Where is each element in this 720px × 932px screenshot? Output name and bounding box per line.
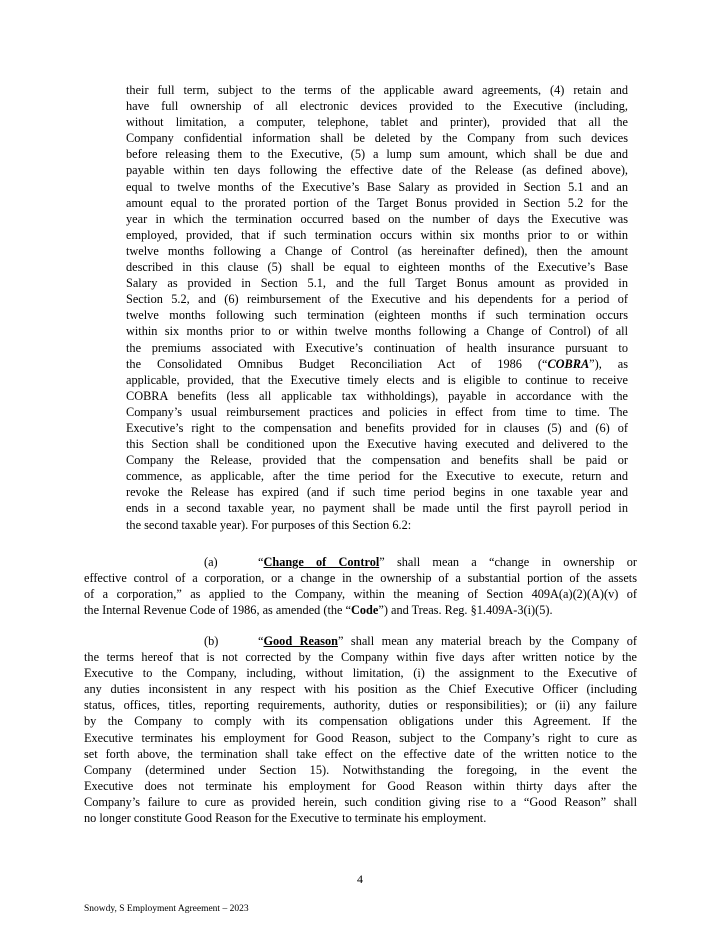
document-footer: Snowdy, S Employment Agreement – 2023 <box>84 904 249 914</box>
text-line: Executive to the Company, including, without limitation, (i) the assignment to the Executive of <box>84 666 637 681</box>
cobra-defined-term: COBRA <box>547 356 590 371</box>
text-line-cobra <box>126 356 628 372</box>
severance-paragraph <box>126 82 628 533</box>
text-line: described in this clause (5) shall be equal to eighteen months of the Executive’s Base <box>126 260 628 275</box>
text-line: effective control of a corporation, or a change in the ownership of a substantial portion of the assets <box>84 571 637 586</box>
quote: “ <box>258 555 264 569</box>
text-line: payable within ten days following the effective date of the Release (as defined above), <box>126 163 628 178</box>
text-line: within six months prior to or within twelve months following a Change of Control) of all <box>126 324 628 339</box>
text-line: without limitation, a computer, telephone, tablet and printer), provided that all the <box>126 115 628 130</box>
definition-first-line <box>84 633 637 649</box>
quote: “ <box>258 634 264 648</box>
text-line: employed, provided, that if such termination occurs within six months prior to or within <box>126 227 628 242</box>
text-line: this Section shall be conditioned upon the Executive having executed and delivered to the <box>126 437 628 452</box>
text-line: any duties inconsistent in any respect with his position as the Chief Executive Officer (including <box>84 682 637 697</box>
text-line: have full ownership of all electronic devices provided to the Executive (including, <box>126 99 628 114</box>
text-line: the second taxable year). For purposes of this Section 6.2: <box>126 517 412 532</box>
text-line: Salary as provided in Section 5.1, and the full Target Bonus amount as provided in <box>126 276 628 291</box>
definition-good-reason <box>84 633 637 826</box>
text-line-code <box>84 602 637 618</box>
text-line: set forth above, the termination shall take effect on the effective date of the written notice to the <box>84 746 637 761</box>
text-line: equal to twelve months of the Executive’s Base Salary as provided in Section 5.1 and an <box>126 179 628 194</box>
page-number: 4 <box>357 872 363 886</box>
text-line: the premiums associated with Executive’s continuation of health insurance pursuant to <box>126 340 628 355</box>
text-line: Executive does not terminate his employment for Good Reason within thirty days after the <box>84 778 637 793</box>
good-reason-term: Good Reason <box>263 634 338 648</box>
text-line: COBRA benefits (less all applicable tax withholdings), payable in accordance with the <box>126 388 628 403</box>
text-line: Company’s failure to cure as provided herein, such condition giving rise to a “Good Reason” shall <box>84 794 637 809</box>
text-fragment: shall mean a “change in ownership or <box>384 555 637 569</box>
item-label: (a) <box>204 555 218 569</box>
text-line: Company (determined under Section 15). Notwithstanding the foregoing, in the event the <box>84 762 637 777</box>
text-line: their full term, subject to the terms of the applicable award agreements, (4) retain and <box>126 83 628 97</box>
quote: ” <box>379 555 385 569</box>
text-fragment: ”), as <box>589 356 628 371</box>
text-line: twelve months following a Change of Control (as hereinafter defined), then the amount <box>126 243 628 258</box>
text-line: Company’s usual reimbursement practices and policies in effect from time to time. The <box>126 404 628 419</box>
text-line: amount equal to the prorated portion of the Target Bonus provided in Section 5.2 for the <box>126 195 628 210</box>
quote: ” <box>337 634 344 648</box>
text-line: commence, as applicable, after the time period for the Executive to execute, return and <box>126 469 628 484</box>
text-line: Executive terminates his employment for Good Reason, subject to the Company’s right to cure as <box>84 730 637 745</box>
text-line: Company the Release, provided that the compensation and benefits shall be paid or <box>126 453 628 468</box>
text-line: by the Company to comply with its compensation obligations under this Agreement. If the <box>84 714 637 729</box>
text-line: twelve months following such termination (eighteen months if such termination occurs <box>126 308 628 323</box>
text-line: Section 5.2, and (6) reimbursement of the Executive and his dependents for a period of <box>126 292 628 307</box>
text-line: applicable, provided, that the Executive timely elects and is eligible to continue to receive <box>126 372 628 387</box>
text-line: revoke the Release has expired (and if such time period begins in one taxable year and <box>126 485 628 500</box>
text-line: no longer constitute Good Reason for the Executive to terminate his employment. <box>84 811 487 826</box>
code-defined-term: Code <box>351 603 379 618</box>
definition-first-line <box>84 554 637 570</box>
text-line: of a corporation,” as applied to the Company, within the meaning of Section 409A(a)(2)(A)(v) of <box>84 587 637 602</box>
text-line: ends in a second taxable year, no payment shall be made until the first payroll period in <box>126 501 628 516</box>
definition-change-of-control <box>84 554 637 618</box>
text-line: year in which the termination occurred based on the number of days the Executive was <box>126 211 628 226</box>
text-line: status, offices, titles, reporting requirements, authority, duties or responsibilities); or (ii) any failure <box>84 698 637 713</box>
text-line: Company confidential information shall be deleted by the Company from such devices <box>126 131 628 146</box>
text-line: the terms hereof that is not corrected by the Company within five days after written notice by the <box>84 650 637 665</box>
change-of-control-term: Change of Control <box>263 555 380 569</box>
text-line: before releasing them to the Executive, (5) a lump sum amount, which shall be due and <box>126 147 628 162</box>
text-fragment: the Consolidated Omnibus Budget Reconciliation Act of 1986 (“ <box>126 356 548 371</box>
text-line: Executive’s right to the compensation and benefits provided for in clauses (5) and (6) of <box>126 420 628 435</box>
text-fragment: the Internal Revenue Code of 1986, as amended (the “ <box>84 603 352 618</box>
item-label: (b) <box>204 634 219 648</box>
text-fragment: shall mean any material breach by the Company of <box>343 634 637 648</box>
text-fragment: ”) and Treas. Reg. §1.409A-3(i)(5). <box>378 603 553 618</box>
